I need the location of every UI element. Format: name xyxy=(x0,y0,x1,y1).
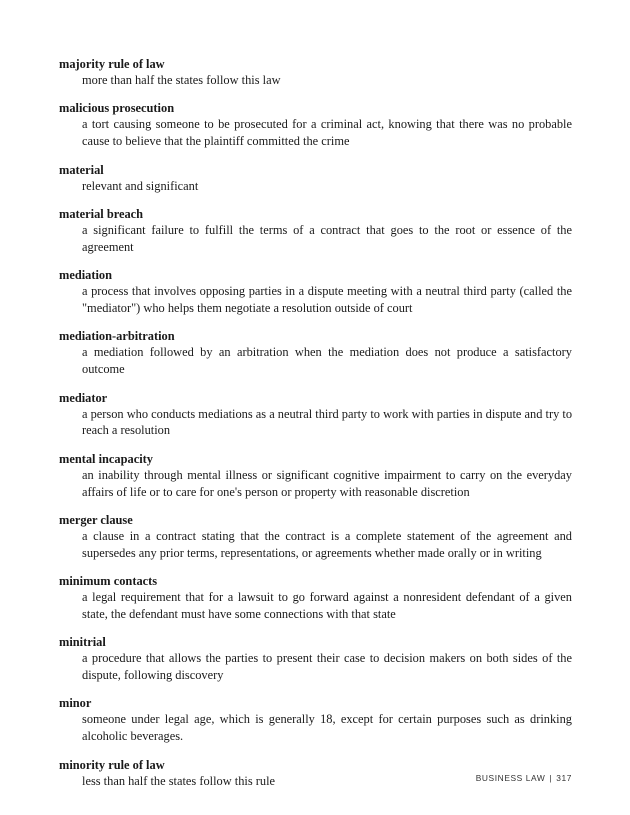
glossary-definition: a mediation followed by an arbitration when the mediation does not produce a satisfactory outcome xyxy=(82,345,572,377)
glossary-definition: a person who conducts mediations as a neutral third party to work with parties in dispute and try to reach a resolution xyxy=(82,406,573,438)
glossary-term: mediation-arbitration xyxy=(59,329,175,344)
glossary-entry xyxy=(59,267,572,317)
glossary-term: malicious prosecution xyxy=(59,101,175,116)
glossary-entry xyxy=(59,56,572,89)
glossary-term: minor xyxy=(59,696,92,711)
glossary-definition: more than half the states follow this law xyxy=(82,73,281,87)
glossary-entry xyxy=(59,162,572,195)
footer-book-title: BUSINESS LAW xyxy=(475,773,546,783)
glossary-term: material breach xyxy=(59,206,144,221)
glossary-list xyxy=(59,56,572,801)
glossary-definition: an inability through mental illness or significant cognitive impairment to carry on the everyday affairs of life or to care for one's person or property with reasonable discretion xyxy=(82,467,572,499)
glossary-term: merger clause xyxy=(59,512,133,527)
glossary-definition: relevant and significant xyxy=(82,178,199,193)
glossary-term: material xyxy=(59,162,104,177)
glossary-entry xyxy=(59,390,572,440)
glossary-entry xyxy=(59,451,572,501)
glossary-definition: a clause in a contract stating that the contract is a complete statement of the agreement and supersedes any prior terms, representations, or agreements whether made orally or in writing xyxy=(82,528,572,560)
glossary-entry xyxy=(59,573,572,623)
glossary-term: mediation xyxy=(59,268,113,283)
glossary-term: mental incapacity xyxy=(59,451,153,466)
page-footer xyxy=(476,773,572,783)
glossary-entry xyxy=(59,512,572,562)
glossary-definition: a process that involves opposing parties in a dispute meeting with a neutral third party (called the "mediator") who helps them negotiate a resolution outside of court xyxy=(82,284,572,315)
glossary-entry xyxy=(59,328,572,378)
glossary-term: minority rule of law xyxy=(59,757,165,772)
glossary-term: mediator xyxy=(59,390,108,405)
glossary-definition: a significant failure to fulfill the terms of a contract that goes to the root or essence of the agreement xyxy=(82,222,572,254)
page-number: 317 xyxy=(556,773,572,783)
glossary-definition: a legal requirement that for a lawsuit to go forward against a nonresident defendant of a given state, the defendant must have some connections with that state xyxy=(82,590,572,621)
glossary-entry xyxy=(59,634,572,684)
glossary-term: majority rule of law xyxy=(59,57,165,71)
glossary-entry xyxy=(59,206,572,256)
glossary-definition: less than half the states follow this rule xyxy=(82,773,276,788)
glossary-term: minitrial xyxy=(59,635,106,650)
glossary-definition: a procedure that allows the parties to present their case to decision makers on both sides of the dispute, following discovery xyxy=(82,651,572,683)
glossary-entry xyxy=(59,695,572,745)
glossary-definition: someone under legal age, which is generally 18, except for certain purposes such as drinking alcoholic beverages. xyxy=(82,712,572,744)
glossary-term: minimum contacts xyxy=(59,574,158,589)
footer-separator: | xyxy=(549,773,553,783)
glossary-definition: a tort causing someone to be prosecuted for a criminal act, knowing that there was no probable cause to believe that the plaintiff committed the crime xyxy=(82,117,572,149)
glossary-entry xyxy=(59,100,572,150)
